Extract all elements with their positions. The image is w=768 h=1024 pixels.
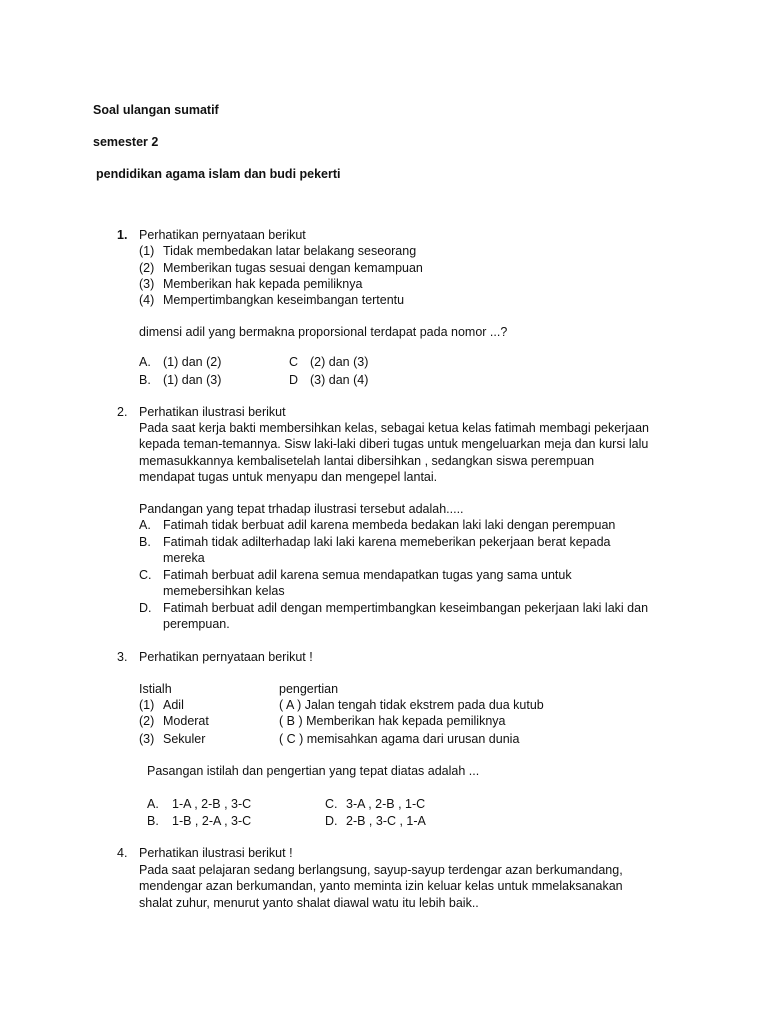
q3-option-letter: B.: [147, 814, 159, 828]
q2-option-d: Fatimah berbuat adil dengan mempertimbangkan keseimbangan pekerjaan laki laki dan: [163, 601, 649, 615]
question-2-passage-line: kepada teman-temannya. Sisw laki-laki diberi tugas untuk mengeluarkan meja dan kursi lalu: [139, 437, 649, 451]
q3-col-istilah: Istialh: [139, 682, 172, 696]
q3-option-b: 1-B , 2-A , 3-C: [172, 814, 252, 828]
q2-option-c-cont: memebersihkan kelas: [163, 584, 285, 598]
question-4-passage-line: mendengar azan berkumandan, yanto meminta izin keluar kelas untuk mmelaksanakan: [139, 879, 623, 893]
doc-title: Soal ulangan sumatif: [93, 103, 219, 117]
q1-statement-number: (1): [139, 244, 155, 258]
q1-option-b: (1) dan (3): [163, 373, 222, 387]
q3-definition: ( A ) Jalan tengah tidak ekstrem pada dua kutub: [279, 698, 544, 712]
question-3-number: 3.: [117, 650, 128, 664]
q3-term-number: (1): [139, 698, 155, 712]
q3-term-number: (3): [139, 732, 155, 746]
q3-option-letter: C.: [325, 797, 338, 811]
q1-statement-text: Memberikan hak kepada pemiliknya: [163, 277, 363, 291]
question-1-intro: Perhatikan pernyataan berikut: [139, 228, 306, 242]
question-4-intro: Perhatikan ilustrasi berikut !: [139, 846, 293, 860]
q2-option-letter: C.: [139, 568, 152, 582]
doc-semester: semester 2: [93, 135, 159, 149]
q2-option-letter: A.: [139, 518, 151, 532]
q3-term: Sekuler: [163, 732, 206, 746]
question-2-prompt: Pandangan yang tepat trhadap ilustrasi tersebut adalah.....: [139, 502, 464, 516]
q1-statement-text: Tidak membedakan latar belakang seseorang: [163, 244, 417, 258]
q3-option-c: 3-A , 2-B , 1-C: [346, 797, 426, 811]
q1-option-letter: D: [289, 373, 299, 387]
q3-term: Moderat: [163, 714, 209, 728]
q1-statement-text: Memberikan tugas sesuai dengan kemampuan: [163, 261, 423, 275]
question-2-intro: Perhatikan ilustrasi berikut: [139, 405, 286, 419]
question-4-passage-line: shalat zuhur, menurut yanto shalat diawal watu itu lebih baik..: [139, 896, 479, 910]
question-3-intro: Perhatikan pernyataan berikut !: [139, 650, 313, 664]
q1-statement-text: Mempertimbangkan keseimbangan tertentu: [163, 293, 405, 307]
question-2-passage-line: Pada saat kerja bakti membersihkan kelas, sebagai ketua kelas fatimah membagi pekerjaan: [139, 421, 649, 435]
q1-option-letter: B.: [139, 373, 151, 387]
q1-option-d: (3) dan (4): [310, 373, 369, 387]
q1-statement-number: (2): [139, 261, 155, 275]
q3-option-letter: D.: [325, 814, 338, 828]
q1-option-c: (2) dan (3): [310, 355, 369, 369]
q1-option-letter: C: [289, 355, 299, 369]
question-1-prompt: dimensi adil yang bermakna proporsional terdapat pada nomor ...?: [139, 325, 508, 339]
q3-option-d: 2-B , 3-C , 1-A: [346, 814, 426, 828]
question-4-passage-line: Pada saat pelajaran sedang berlangsung, sayup-sayup terdengar azan berkumandang,: [139, 863, 623, 877]
q3-option-a: 1-A , 2-B , 3-C: [172, 797, 252, 811]
question-2-passage-line: memasukkannya kembalisetelah lantai dibersihkan , sedangkan siswa perempuan: [139, 454, 595, 468]
q3-option-letter: A.: [147, 797, 159, 811]
q2-option-d-cont: perempuan.: [163, 617, 230, 631]
q1-option-a: (1) dan (2): [163, 355, 222, 369]
q2-option-c: Fatimah berbuat adil karena semua mendapatkan tugas yang sama untuk: [163, 568, 572, 582]
q3-definition: ( B ) Memberikan hak kepada pemiliknya: [279, 714, 506, 728]
q1-statement-number: (4): [139, 293, 155, 307]
q3-term-number: (2): [139, 714, 155, 728]
q2-option-a: Fatimah tidak berbuat adil karena membeda bedakan laki laki dengan perempuan: [163, 518, 616, 532]
q2-option-b: Fatimah tidak adilterhadap laki laki karena memeberikan pekerjaan berat kepada: [163, 535, 611, 549]
q3-term: Adil: [163, 698, 184, 712]
doc-subject: pendidikan agama islam dan budi pekerti: [96, 167, 341, 181]
q2-option-letter: D.: [139, 601, 152, 615]
q1-option-letter: A.: [139, 355, 151, 369]
question-4-number: 4.: [117, 846, 128, 860]
question-2-passage-line: mendapat tugas untuk menyapu dan mengepel lantai.: [139, 470, 438, 484]
q2-option-letter: B.: [139, 535, 151, 549]
q3-col-pengertian: pengertian: [279, 682, 339, 696]
question-2-number: 2.: [117, 405, 128, 419]
q1-statement-number: (3): [139, 277, 155, 291]
q3-definition: ( C ) memisahkan agama dari urusan dunia: [279, 732, 520, 746]
question-3-prompt: Pasangan istilah dan pengertian yang tepat diatas adalah ...: [147, 764, 480, 778]
question-1-number: 1.: [117, 228, 128, 242]
q2-option-b-cont: mereka: [163, 551, 205, 565]
